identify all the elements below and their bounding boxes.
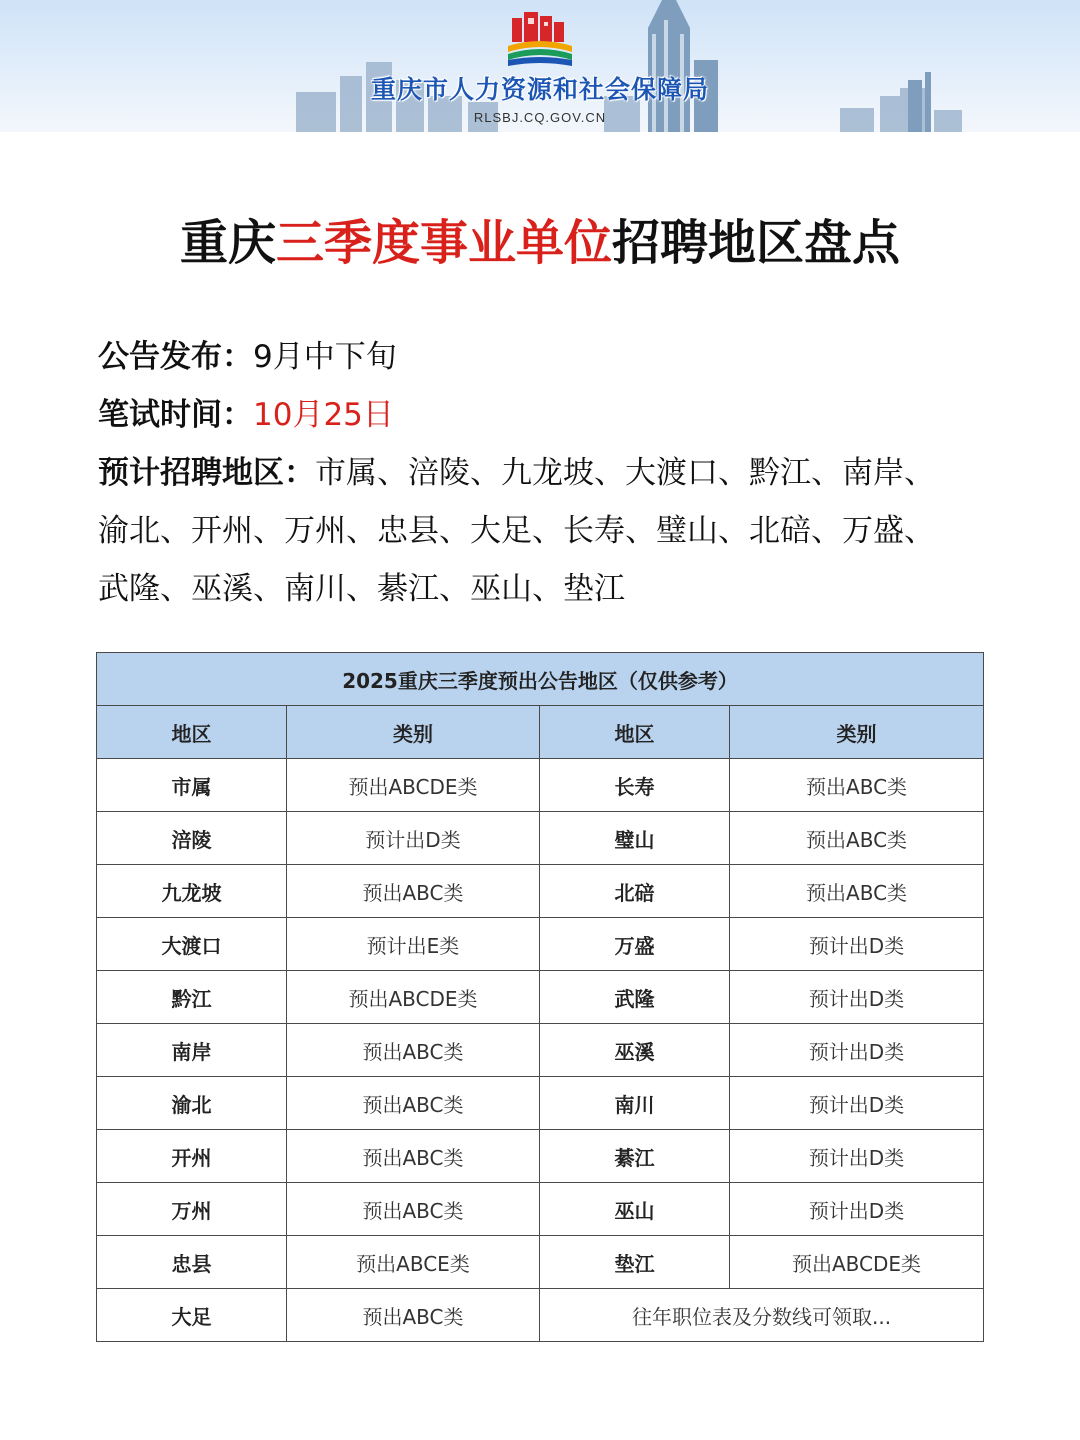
regions-label: 预计招聘地区： [98, 455, 315, 491]
column-header-category: 类别 [287, 706, 540, 759]
category-cell: 预出ABC类 [730, 865, 984, 918]
region-cell: 渝北 [97, 1077, 287, 1130]
column-header-region: 地区 [97, 706, 287, 759]
category-cell: 预计出E类 [287, 918, 540, 971]
category-cell: 预计出D类 [287, 812, 540, 865]
table-row [97, 971, 984, 1024]
region-cell: 南川 [540, 1077, 730, 1130]
table-row [97, 1077, 984, 1130]
category-cell: 预出ABC类 [287, 1024, 540, 1077]
region-cell: 南岸 [97, 1024, 287, 1077]
category-cell: 预出ABC类 [287, 1077, 540, 1130]
header-banner [0, 0, 1080, 132]
regions-row [98, 444, 978, 502]
category-cell: 预计出D类 [730, 1183, 984, 1236]
table-row [97, 1024, 984, 1077]
category-cell: 预出ABC类 [287, 1289, 540, 1342]
region-cell: 綦江 [540, 1130, 730, 1183]
table-caption: 2025重庆三季度预出公告地区（仅供参考） [97, 653, 984, 706]
regions-line-2: 渝北、开州、万州、忠县、大足、长寿、璧山、北碚、万盛、 [98, 513, 935, 549]
region-cell: 大渡口 [97, 918, 287, 971]
exam-label: 笔试时间： [98, 397, 253, 433]
regions-line-3: 武隆、巫溪、南川、綦江、巫山、垫江 [98, 571, 625, 607]
region-cell: 万盛 [540, 918, 730, 971]
region-cell: 大足 [97, 1289, 287, 1342]
category-cell: 预出ABC类 [287, 865, 540, 918]
hrss-logo-icon [506, 10, 574, 66]
region-cell: 开州 [97, 1130, 287, 1183]
region-cell: 北碚 [540, 865, 730, 918]
region-cell: 垫江 [540, 1236, 730, 1289]
title-highlight: 三季度事业单位 [275, 215, 612, 271]
org-name: 重庆市人力资源和社会保障局 [370, 75, 709, 104]
region-cell: 璧山 [540, 812, 730, 865]
region-cell: 市属 [97, 759, 287, 812]
category-cell: 预出ABC类 [287, 1130, 540, 1183]
table-row [97, 1130, 984, 1183]
table-row [97, 1236, 984, 1289]
region-cell: 涪陵 [97, 812, 287, 865]
region-plan-table [96, 652, 984, 1342]
table-row [97, 759, 984, 812]
category-cell: 预计出D类 [730, 971, 984, 1024]
category-cell: 预出ABCDE类 [287, 759, 540, 812]
table-row [97, 918, 984, 971]
table-row [97, 1289, 984, 1342]
region-cell: 黔江 [97, 971, 287, 1024]
table-row [97, 1183, 984, 1236]
title-part-1: 重庆 [179, 215, 276, 271]
category-cell: 预计出D类 [730, 1024, 984, 1077]
region-cell: 武隆 [540, 971, 730, 1024]
region-cell: 九龙坡 [97, 865, 287, 918]
table-row [97, 865, 984, 918]
org-website-url: RLSBJ.CQ.GOV.CN [473, 110, 607, 125]
category-cell: 预计出D类 [730, 1130, 984, 1183]
category-cell: 预出ABCDE类 [730, 1236, 984, 1289]
exam-date-value: 10月25日 [253, 397, 394, 433]
region-cell: 长寿 [540, 759, 730, 812]
page-title [0, 204, 1080, 273]
column-header-region: 地区 [540, 706, 730, 759]
category-cell: 预计出D类 [730, 918, 984, 971]
category-cell: 预计出D类 [730, 1077, 984, 1130]
region-cell: 忠县 [97, 1236, 287, 1289]
region-cell: 巫溪 [540, 1024, 730, 1077]
region-cell: 巫山 [540, 1183, 730, 1236]
exam-row [98, 386, 978, 444]
announce-label: 公告发布： [98, 339, 253, 375]
category-cell: 预出ABCDE类 [287, 971, 540, 1024]
title-part-3: 招聘地区盘点 [612, 215, 901, 271]
regions-line-1: 市属、涪陵、九龙坡、大渡口、黔江、南岸、 [315, 455, 935, 491]
table-row [97, 812, 984, 865]
category-cell: 预出ABCE类 [287, 1236, 540, 1289]
announce-value: 9月中下旬 [253, 339, 397, 375]
category-cell: 预出ABC类 [730, 759, 984, 812]
recruitment-info [98, 328, 978, 618]
region-cell: 万州 [97, 1183, 287, 1236]
table-footnote: 往年职位表及分数线可领取... [540, 1289, 984, 1342]
category-cell: 预出ABC类 [730, 812, 984, 865]
announce-row [98, 328, 978, 386]
column-header-category: 类别 [730, 706, 984, 759]
category-cell: 预出ABC类 [287, 1183, 540, 1236]
